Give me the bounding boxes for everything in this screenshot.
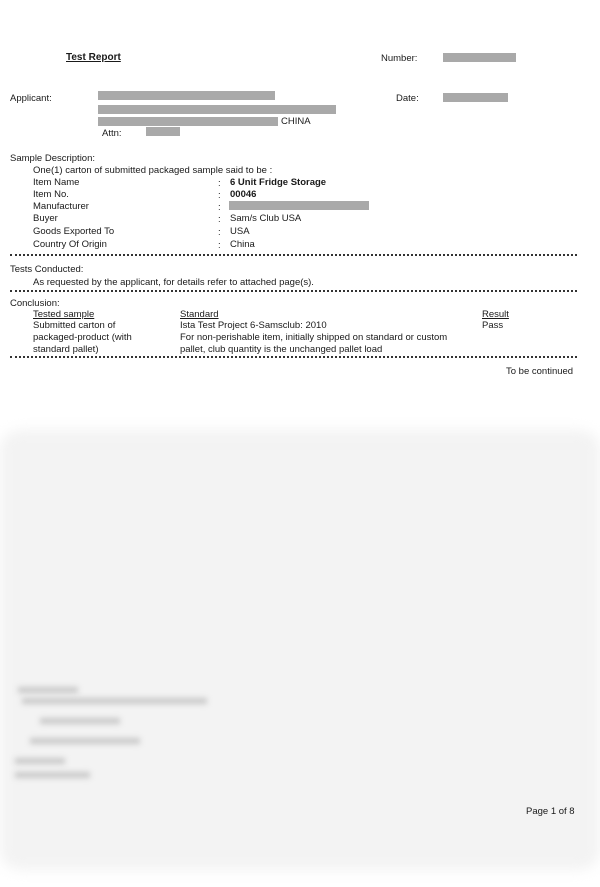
item-no-value: 00046 [230, 189, 257, 200]
field-label: Country Of Origin [33, 239, 107, 250]
redacted-applicant-line-3 [98, 117, 278, 126]
conclusion-label: Conclusion: [10, 298, 60, 309]
item-name-value: 6 Unit Fridge Storage [230, 177, 327, 188]
blurred-text [22, 698, 207, 704]
field-colon: : [218, 240, 221, 251]
tested-sample-header: Tested sample [33, 309, 95, 320]
blurred-text [40, 718, 120, 724]
sample-description-label: Sample Description: [10, 153, 96, 164]
tested-sample-line: standard pallet) [33, 344, 99, 355]
redacted-number [443, 53, 516, 62]
tests-conducted-label: Tests Conducted: [10, 264, 84, 275]
result-header: Result [482, 309, 509, 320]
to-be-continued: To be continued [506, 366, 574, 377]
origin-value: China [230, 239, 255, 250]
field-label: Manufacturer [33, 201, 89, 212]
divider [10, 290, 577, 292]
redacted-applicant-line-1 [98, 91, 275, 100]
field-colon: : [218, 190, 221, 201]
standard-line: For non-perishable item, initially shipped on standard or custom [180, 332, 448, 343]
sample-intro: One(1) carton of submitted packaged sample said to be : [33, 165, 273, 176]
date-label: Date: [396, 93, 419, 104]
tests-conducted-text: As requested by the applicant, for details refer to attached page(s). [33, 277, 314, 288]
applicant-country: CHINA [281, 116, 311, 127]
blurred-background [0, 430, 600, 870]
export-value: USA [230, 226, 250, 237]
standard-line: Ista Test Project 6-Samsclub: 2010 [180, 320, 327, 331]
redacted-date [443, 93, 508, 102]
redacted-attn [146, 127, 180, 136]
blurred-text [15, 758, 65, 764]
redacted-manufacturer [229, 201, 369, 210]
redacted-applicant-line-2 [98, 105, 336, 114]
standard-header: Standard [180, 309, 219, 320]
attn-label: Attn: [102, 128, 122, 139]
divider [10, 356, 577, 358]
buyer-value: Sam/s Club USA [230, 213, 302, 224]
number-label: Number: [381, 53, 418, 64]
applicant-label: Applicant: [10, 93, 52, 104]
tested-sample-line: packaged-product (with [33, 332, 132, 343]
divider [10, 254, 577, 256]
field-label: Goods Exported To [33, 226, 115, 237]
result-value: Pass [482, 320, 504, 331]
field-label: Item No. [33, 189, 69, 200]
blurred-text [30, 738, 140, 744]
field-label: Buyer [33, 213, 58, 224]
field-colon: : [218, 202, 221, 213]
field-colon: : [218, 227, 221, 238]
standard-line: pallet, club quantity is the unchanged pallet load [180, 344, 383, 355]
field-colon: : [218, 178, 221, 189]
blurred-text [18, 687, 78, 693]
blurred-text [15, 772, 90, 778]
field-label: Item Name [33, 177, 80, 188]
tested-sample-line: Submitted carton of [33, 320, 116, 331]
page-number: Page 1 of 8 [526, 806, 575, 817]
field-colon: : [218, 214, 221, 225]
report-title: Test Report [66, 52, 121, 63]
